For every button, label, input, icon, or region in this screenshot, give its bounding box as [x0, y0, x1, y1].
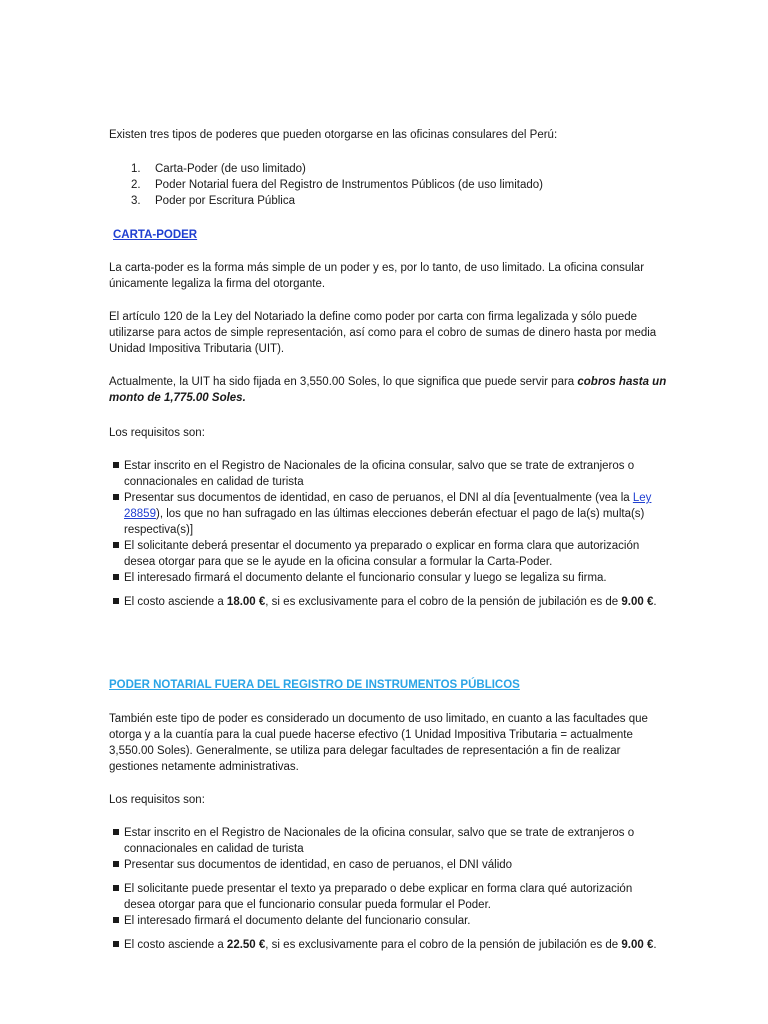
bullet-icon [113, 829, 119, 835]
list-item: El costo asciende a 18.00 €, si es exclusivamente para el cobro de la pensión de jubilación es de 9.00 €. [113, 594, 665, 610]
carta-poder-paragraph-3: Actualmente, la UIT ha sido fijada en 3,550.00 Soles, lo que significa que puede servir para cobros hasta un monto de 1,775.00 Soles. [109, 376, 667, 404]
list-item: Presentar sus documentos de identidad, en caso de peruanos, el DNI al día [eventualmente (vea la Ley 28859), los que no han sufragado en las últimas elecciones deberán efectuar el pago de la(s) multa(s) respectiva(s)] [113, 490, 665, 538]
ley-28859-link[interactable]: Ley 28859 [124, 492, 652, 520]
bullet-icon [113, 861, 119, 867]
list-item: Estar inscrito en el Registro de Nacionales de la oficina consular, salvo que se trate de extranjeros o connacionales en calidad de turista [113, 825, 665, 857]
carta-poder-paragraph-1: La carta-poder es la forma más simple de un poder y es, por lo tanto, de uso limitado. La oficina consular únicamente legaliza la firma del otorgante. [109, 262, 645, 290]
poder-notarial-heading-link[interactable]: PODER NOTARIAL FUERA DEL REGISTRO DE INSTRUMENTOS PÚBLICOS [109, 679, 520, 691]
list-item: Estar inscrito en el Registro de Nacionales de la oficina consular, salvo que se trate de extranjeros o connacionales en calidad de turista [113, 458, 665, 490]
carta-poder-heading-link[interactable]: CARTA-PODER [113, 229, 198, 241]
list-item: 3. Poder por Escritura Pública [131, 195, 295, 207]
list-item: El solicitante deberá presentar el documento ya preparado o explicar en forma clara que autorización desea otorgar para que se le ayude en la oficina consular a formular la Carta-Poder. [113, 538, 665, 570]
list-item: El interesado firmará el documento delante del funcionario consular. [113, 913, 665, 929]
poder-notarial-requirements-list [113, 825, 665, 953]
list-item: Presentar sus documentos de identidad, en caso de peruanos, el DNI válido [113, 857, 665, 873]
bullet-icon [113, 494, 119, 500]
bullet-icon [113, 542, 119, 548]
bullet-icon [113, 885, 119, 891]
intro-paragraph: Existen tres tipos de poderes que pueden otorgarse en las oficinas consulares del Perú: [109, 129, 558, 141]
requirements-label: Los requisitos son: [109, 427, 205, 439]
list-item: El solicitante puede presentar el texto ya preparado o debe explicar en forma clara qué autorización desea otorgar para que el funcionario consular pueda formular el Poder. [113, 881, 665, 913]
list-item: El costo asciende a 22.50 €, si es exclusivamente para el cobro de la pensión de jubilación es de 9.00 €. [113, 937, 665, 953]
carta-poder-requirements-list [113, 458, 665, 610]
list-item: El interesado firmará el documento delante el funcionario consular y luego se legaliza su firma. [113, 570, 665, 586]
list-item: 1. Carta-Poder (de uso limitado) [131, 163, 306, 175]
carta-poder-paragraph-2: El artículo 120 de la Ley del Notariado la define como poder por carta con firma legalizada y sólo puede utilizarse para actos de simple representación, así como para el cobro de sumas de dinero hasta por media Unidad Impositiva Tributaria (UIT). [109, 311, 657, 355]
poder-notarial-paragraph: También este tipo de poder es considerado un documento de uso limitado, en cuanto a las facultades que otorga y a la cuantía para la cual puede hacerse efectivo (1 Unidad Impositiva Tributaria = actualmente 3,550.00 Soles). Generalmente, se utiliza para delegar facultades de representación a fin de realizar gestiones netamente administrativas. [109, 713, 648, 773]
bullet-icon [113, 462, 119, 468]
bullet-icon [113, 574, 119, 580]
requirements-label: Los requisitos son: [109, 794, 205, 806]
bullet-icon [113, 917, 119, 923]
list-item: 2. Poder Notarial fuera del Registro de Instrumentos Públicos (de uso limitado) [131, 179, 543, 191]
bullet-icon [113, 598, 119, 604]
bullet-icon [113, 941, 119, 947]
power-types-list [131, 161, 651, 209]
